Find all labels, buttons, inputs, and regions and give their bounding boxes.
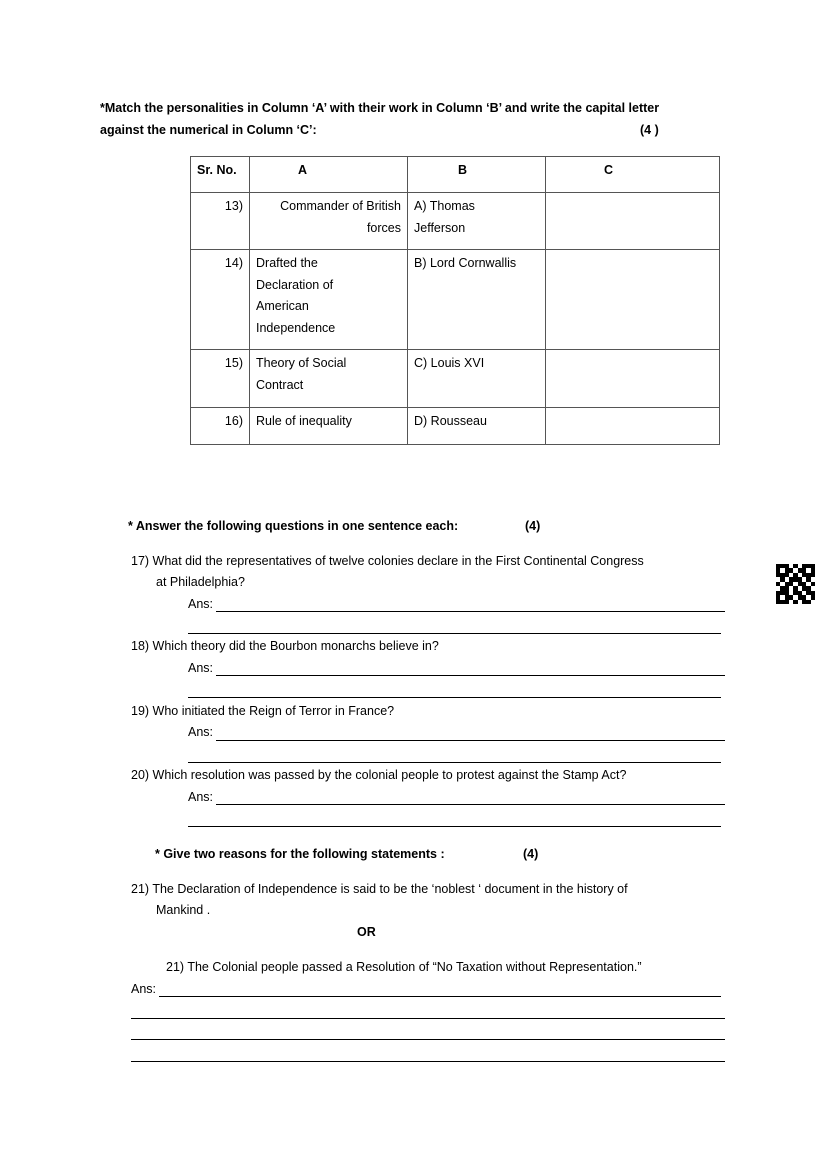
match-marks: (4 ) — [640, 123, 659, 137]
cell-a-14-line3: American — [256, 299, 309, 313]
cell-b-13-line2: Jefferson — [414, 220, 466, 235]
header-sr-no: Sr. No. — [191, 157, 250, 193]
table-row — [191, 408, 720, 445]
table-row — [191, 250, 720, 350]
question-18: 18) Which theory did the Bourbon monarchs believe in? — [131, 639, 439, 653]
answer-line-18b[interactable] — [188, 697, 721, 698]
answer-cell-16[interactable] — [546, 408, 720, 445]
qr-code-icon — [776, 564, 815, 604]
cell-b-13-line1: A) Thomas — [414, 199, 475, 213]
cell-a-14 — [250, 250, 408, 350]
answer-line-21d[interactable] — [131, 1061, 725, 1062]
sr-16: 16) — [191, 408, 250, 445]
cell-b-16-line1: D) Rousseau — [414, 414, 487, 428]
cell-a-14-line1: Drafted the — [256, 256, 318, 270]
answer-line-21b[interactable] — [131, 1018, 725, 1019]
cell-a-14-line2: Declaration of — [256, 277, 334, 292]
reasons-instruction: * Give two reasons for the following statements : — [155, 847, 445, 861]
cell-b-15 — [408, 350, 546, 408]
cell-b-13 — [408, 193, 546, 250]
answer-label-18: Ans: — [188, 661, 214, 675]
match-instruction-line2: against the numerical in Column ‘C’: — [100, 123, 317, 137]
answer-cell-13[interactable] — [546, 193, 720, 250]
table-header-row — [191, 157, 720, 193]
one-sentence-instruction: * Answer the following questions in one sentence each: — [128, 519, 459, 533]
answer-cell-14[interactable] — [546, 250, 720, 350]
answer-line-21a[interactable] — [159, 996, 721, 997]
question-17-line1: 17) What did the representatives of twelve colonies declare in the First Continental Congress — [131, 554, 644, 568]
sr-14: 14) — [191, 250, 250, 350]
answer-label-21: Ans: — [131, 982, 157, 996]
question-20: 20) Which resolution was passed by the colonial people to protest against the Stamp Act? — [131, 768, 627, 782]
answer-line-20b[interactable] — [188, 826, 721, 827]
answer-label-19: Ans: — [188, 725, 214, 739]
cell-b-14 — [408, 250, 546, 350]
cell-a-15-line2: Contract — [256, 377, 304, 392]
answer-line-18a[interactable] — [216, 675, 725, 676]
match-table — [190, 156, 720, 445]
sr-15: 15) — [191, 350, 250, 408]
cell-a-14-line4: Independence — [256, 320, 336, 335]
question-21-line2: Mankind . — [156, 903, 211, 917]
answer-line-17b[interactable] — [188, 633, 721, 634]
one-sentence-marks: (4) — [525, 519, 541, 533]
question-19: 19) Who initiated the Reign of Terror in France? — [131, 704, 395, 718]
question-17-line2: at Philadelphia? — [156, 575, 245, 589]
header-b: B — [408, 157, 546, 193]
answer-label-17: Ans: — [188, 597, 214, 611]
cell-b-16 — [408, 408, 546, 445]
question-21-alt: 21) The Colonial people passed a Resolution of “No Taxation without Representation.” — [166, 960, 642, 974]
answer-label-20: Ans: — [188, 790, 214, 804]
or-separator: OR — [357, 925, 376, 939]
cell-a-16 — [250, 408, 408, 445]
answer-line-19b[interactable] — [188, 762, 721, 763]
cell-a-15 — [250, 350, 408, 408]
answer-line-20a[interactable] — [216, 804, 725, 805]
answer-cell-15[interactable] — [546, 350, 720, 408]
answer-line-19a[interactable] — [216, 740, 725, 741]
match-instruction-line1: *Match the personalities in Column ‘A’ with their work in Column ‘B’ and write the capital letter — [100, 101, 660, 115]
answer-line-21c[interactable] — [131, 1039, 725, 1040]
question-21-line1: 21) The Declaration of Independence is said to be the ‘noblest ‘ document in the history of — [131, 882, 628, 896]
header-c: C — [546, 157, 720, 193]
cell-a-15-line1: Theory of Social — [256, 356, 347, 370]
sr-13: 13) — [191, 193, 250, 250]
cell-a-13-line1: Commander of British — [280, 199, 401, 213]
cell-a-13 — [250, 193, 408, 250]
answer-line-17a[interactable] — [216, 611, 725, 612]
header-a: A — [250, 157, 408, 193]
cell-b-15-line1: C) Louis XVI — [414, 356, 485, 370]
cell-a-13-line2: forces — [366, 220, 401, 235]
table-row — [191, 350, 720, 408]
cell-b-14-line1: B) Lord Cornwallis — [414, 256, 517, 270]
cell-a-16-line1: Rule of inequality — [256, 414, 352, 428]
table-row — [191, 193, 720, 250]
reasons-marks: (4) — [523, 847, 539, 861]
